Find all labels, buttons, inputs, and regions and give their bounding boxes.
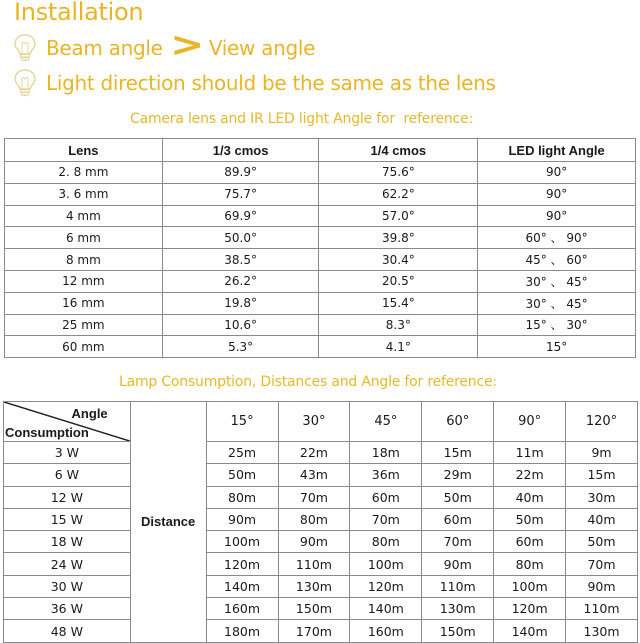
distance-cell: 30m — [566, 486, 638, 508]
led-angle-cell: 15° — [478, 336, 636, 358]
led-angle-cell: 90° — [478, 205, 636, 227]
distance-cell: 40m — [494, 486, 566, 508]
distance-cell: 80m — [278, 508, 350, 530]
table-row — [5, 183, 636, 205]
distance-cell: 90m — [206, 508, 278, 530]
tip-beam-angle — [12, 25, 316, 65]
lens-cell: 8 mm — [5, 249, 163, 271]
distance-cell: 70m — [422, 531, 494, 553]
distance-cell: 160m — [206, 598, 278, 620]
lens-cell: 6 mm — [5, 227, 163, 249]
distance-cell: 60m — [422, 508, 494, 530]
distance-cell: 40m — [566, 508, 638, 530]
lamp-table-caption: Lamp Consumption, Distances and Angle for reference: — [119, 374, 497, 390]
table-row — [5, 314, 636, 336]
distance-group-label — [130, 402, 206, 643]
distance-cell: 150m — [278, 598, 350, 620]
cmos13-cell: 19.8° — [162, 292, 319, 314]
distance-cell: 120m — [350, 575, 422, 597]
angle-header: 120° — [566, 402, 638, 442]
diagonal-corner-header — [4, 402, 131, 442]
distance-cell: 70m — [350, 508, 422, 530]
cmos13-cell: 10.6° — [162, 314, 319, 336]
power-cell: 15 W — [4, 508, 131, 530]
distance-cell: 43m — [278, 464, 350, 486]
distance-cell: 22m — [494, 464, 566, 486]
table-row — [5, 270, 636, 292]
angle-header: 15° — [206, 402, 278, 442]
distance-cell: 180m — [206, 620, 278, 642]
distance-cell: 140m — [494, 620, 566, 642]
column-header-1-3-cmos: 1/3 cmos — [162, 139, 319, 162]
table-row — [4, 464, 638, 486]
column-header-led-angle: LED light Angle — [478, 139, 636, 162]
cmos13-cell: 69.9° — [162, 205, 319, 227]
lens-cell: 3. 6 mm — [5, 183, 163, 205]
distance-cell: 60m — [350, 486, 422, 508]
distance-label: Distance — [141, 513, 196, 529]
distance-cell: 15m — [566, 464, 638, 486]
angle-header: 60° — [422, 402, 494, 442]
distance-cell: 80m — [494, 553, 566, 575]
power-cell: 3 W — [4, 442, 131, 464]
cmos14-cell: 30.4° — [319, 249, 478, 271]
cmos14-cell: 75.6° — [319, 162, 478, 184]
distance-cell: 50m — [206, 464, 278, 486]
distance-cell: 120m — [206, 553, 278, 575]
angle-header: 30° — [278, 402, 350, 442]
led-angle-cell: 15° 、 30° — [478, 314, 636, 336]
power-cell: 18 W — [4, 531, 131, 553]
angle-header: 90° — [494, 402, 566, 442]
distance-cell: 80m — [206, 486, 278, 508]
distance-cell: 90m — [566, 575, 638, 597]
column-header-lens: Lens — [5, 139, 163, 162]
lens-angle-table — [4, 138, 636, 358]
table-row — [5, 292, 636, 314]
power-cell: 48 W — [4, 620, 131, 642]
beam-angle-text: Beam angle — [46, 36, 163, 60]
distance-cell: 150m — [422, 620, 494, 642]
distance-cell: 110m — [278, 553, 350, 575]
tip-light-direction — [12, 68, 496, 98]
table-row — [4, 575, 638, 597]
table-row — [5, 205, 636, 227]
angle-header: 45° — [350, 402, 422, 442]
lightbulb-icon — [12, 68, 38, 98]
table-header-row — [5, 139, 636, 162]
cmos14-cell: 62.2° — [319, 183, 478, 205]
cmos13-cell: 89.9° — [162, 162, 319, 184]
distance-cell: 140m — [206, 575, 278, 597]
table-row — [4, 531, 638, 553]
distance-cell: 29m — [422, 464, 494, 486]
power-cell: 24 W — [4, 553, 131, 575]
cmos14-cell: 39.8° — [319, 227, 478, 249]
column-header-1-4-cmos: 1/4 cmos — [319, 139, 478, 162]
cmos14-cell: 15.4° — [319, 292, 478, 314]
table-row — [5, 249, 636, 271]
distance-cell: 160m — [350, 620, 422, 642]
table-header-row — [4, 402, 638, 442]
lamp-consumption-table — [3, 401, 638, 643]
distance-cell: 60m — [494, 531, 566, 553]
corner-consumption-label: Consumption — [5, 425, 89, 440]
distance-cell: 100m — [350, 553, 422, 575]
power-cell: 6 W — [4, 464, 131, 486]
distance-cell: 120m — [494, 598, 566, 620]
cmos13-cell: 50.0° — [162, 227, 319, 249]
table-row — [4, 508, 638, 530]
distance-cell: 50m — [494, 508, 566, 530]
distance-cell: 110m — [422, 575, 494, 597]
cmos14-cell: 8.3° — [319, 314, 478, 336]
lens-cell: 12 mm — [5, 270, 163, 292]
distance-cell: 90m — [422, 553, 494, 575]
corner-angle-label: Angle — [71, 406, 108, 421]
table-row — [4, 620, 638, 642]
power-cell: 30 W — [4, 575, 131, 597]
distance-cell: 100m — [206, 531, 278, 553]
distance-cell: 70m — [566, 553, 638, 575]
distance-cell: 50m — [566, 531, 638, 553]
lens-cell: 2. 8 mm — [5, 162, 163, 184]
table-row — [4, 486, 638, 508]
power-cell: 12 W — [4, 486, 131, 508]
distance-cell: 36m — [350, 464, 422, 486]
distance-cell: 11m — [494, 442, 566, 464]
lens-cell: 25 mm — [5, 314, 163, 336]
distance-cell: 90m — [278, 531, 350, 553]
distance-cell: 130m — [566, 620, 638, 642]
table-row — [4, 553, 638, 575]
distance-cell: 70m — [278, 486, 350, 508]
page-title: Installation — [14, 0, 144, 26]
distance-cell: 80m — [350, 531, 422, 553]
table-row — [5, 227, 636, 249]
greater-than-symbol: > — [169, 25, 204, 65]
light-direction-text: Light direction should be the same as the lens — [46, 71, 496, 95]
distance-cell: 18m — [350, 442, 422, 464]
cmos14-cell: 57.0° — [319, 205, 478, 227]
cmos13-cell: 75.7° — [162, 183, 319, 205]
distance-cell: 130m — [422, 598, 494, 620]
table-row — [4, 598, 638, 620]
cmos13-cell: 38.5° — [162, 249, 319, 271]
lens-cell: 60 mm — [5, 336, 163, 358]
cmos14-cell: 20.5° — [319, 270, 478, 292]
distance-cell: 50m — [422, 486, 494, 508]
cmos13-cell: 5.3° — [162, 336, 319, 358]
distance-cell: 22m — [278, 442, 350, 464]
cmos14-cell: 4.1° — [319, 336, 478, 358]
distance-cell: 110m — [566, 598, 638, 620]
distance-cell: 25m — [206, 442, 278, 464]
led-angle-cell: 90° — [478, 183, 636, 205]
led-angle-cell: 90° — [478, 162, 636, 184]
table-row — [4, 442, 638, 464]
distance-cell: 170m — [278, 620, 350, 642]
led-angle-cell: 30° 、 45° — [478, 292, 636, 314]
led-angle-cell: 45° 、 60° — [478, 249, 636, 271]
distance-cell: 15m — [422, 442, 494, 464]
lens-table-caption: Camera lens and IR LED light Angle for reference: — [130, 111, 473, 127]
view-angle-text: View angle — [208, 36, 316, 60]
table-row — [5, 162, 636, 184]
lens-cell: 16 mm — [5, 292, 163, 314]
lightbulb-icon — [12, 33, 38, 63]
table-row — [5, 336, 636, 358]
distance-cell: 130m — [278, 575, 350, 597]
lens-cell: 4 mm — [5, 205, 163, 227]
power-cell: 36 W — [4, 598, 131, 620]
distance-cell: 100m — [494, 575, 566, 597]
led-angle-cell: 30° 、 45° — [478, 270, 636, 292]
distance-cell: 140m — [350, 598, 422, 620]
cmos13-cell: 26.2° — [162, 270, 319, 292]
distance-cell: 9m — [566, 442, 638, 464]
led-angle-cell: 60° 、 90° — [478, 227, 636, 249]
